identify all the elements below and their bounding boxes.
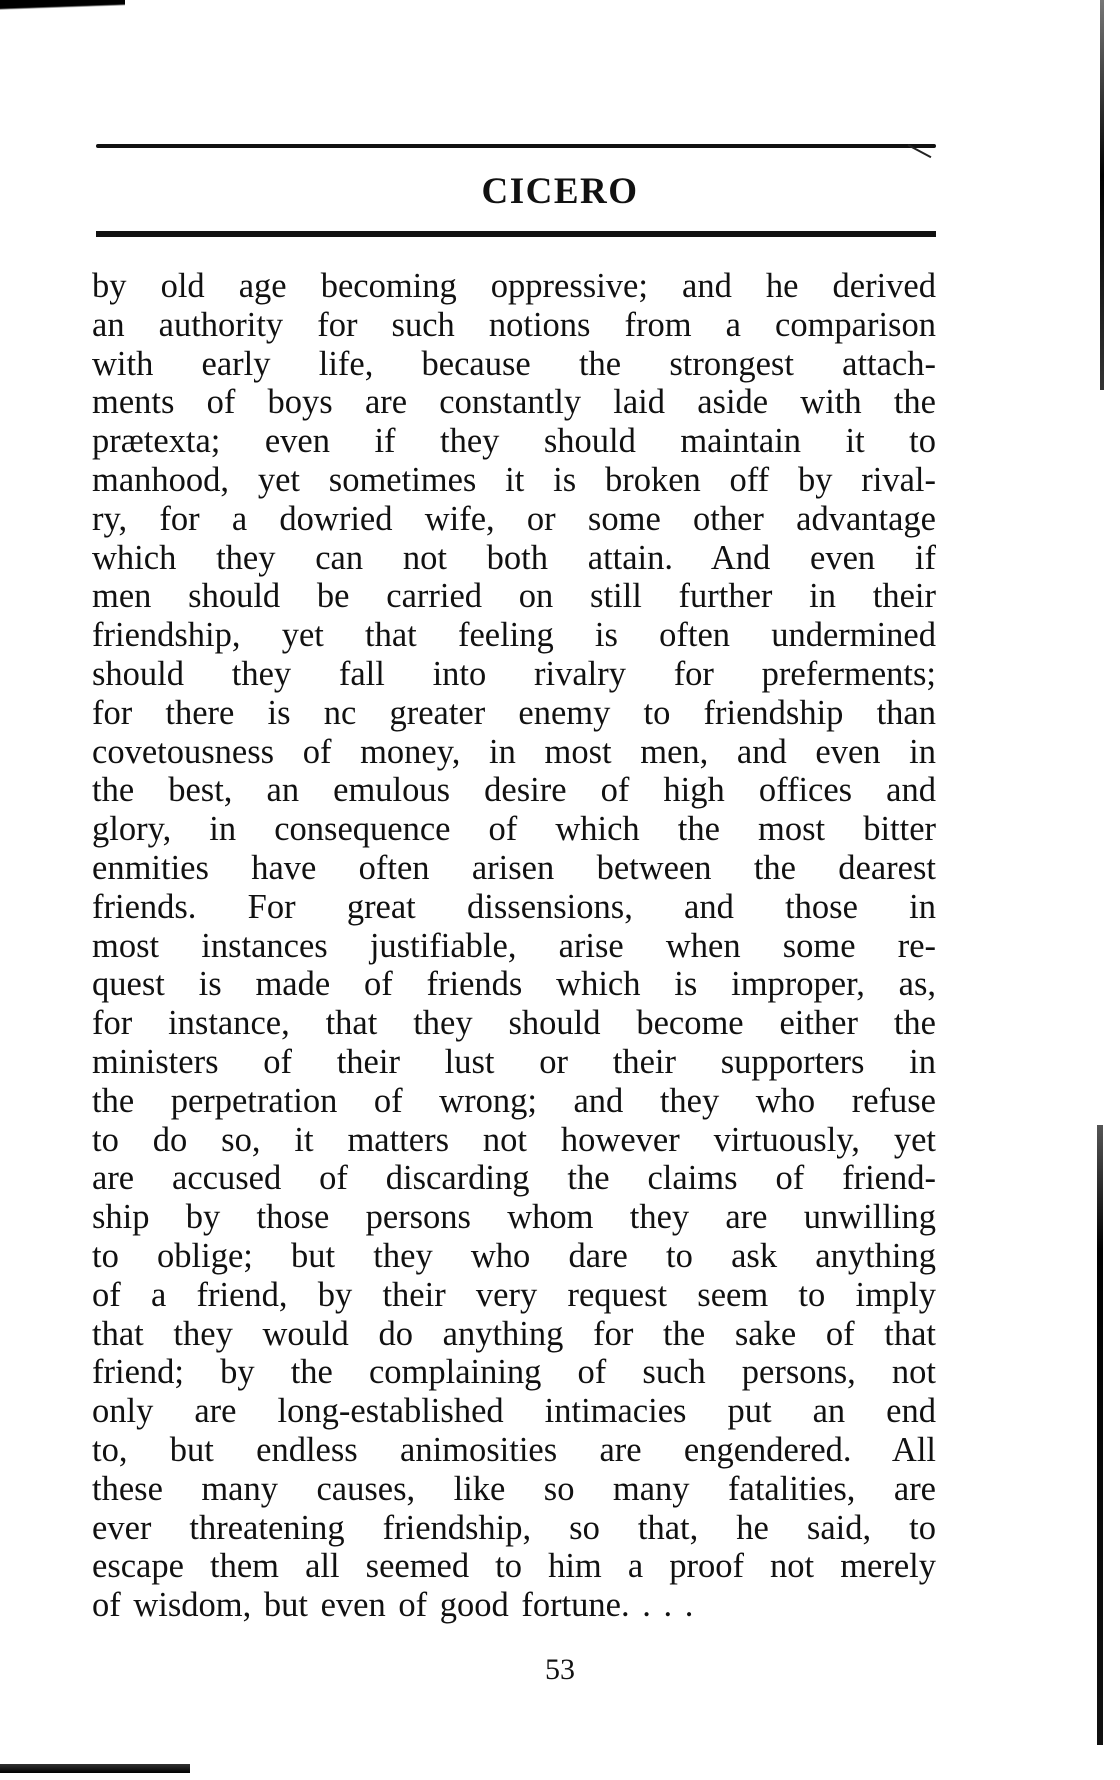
text-line: ministers of their lust or their supporters in: [92, 1042, 936, 1081]
text-line: to do so, it matters not however virtuously, yet: [92, 1120, 936, 1159]
text-line: manhood, yet sometimes it is broken off by rival-: [92, 460, 936, 499]
scan-edge-mark-top-left: [0, 0, 125, 14]
scan-edge-mark-bottom-left: [0, 1764, 190, 1773]
text-line: by old age becoming oppressive; and he derived: [92, 267, 936, 305]
text-line: an authority for such notions from a comparison: [92, 305, 936, 344]
text-line: ship by those persons whom they are unwilling: [92, 1198, 936, 1237]
text-line: friendship, yet that feeling is often undermined: [92, 616, 936, 655]
text-line: should they fall into rivalry for preferments;: [92, 654, 936, 693]
text-line: only are long-established intimacies put an end: [92, 1392, 936, 1431]
text-line: are accused of discarding the claims of friend-: [92, 1159, 936, 1198]
scan-edge-mark-right-bottom: [1097, 1125, 1103, 1745]
text-line-last: of wisdom, but even of good fortune. . . .: [92, 1586, 694, 1625]
text-line: most instances justifiable, arise when some re-: [92, 926, 936, 965]
text-line: the best, an emulous desire of high offices and: [92, 771, 936, 810]
text-line: prætexta; even if they should maintain it to: [92, 422, 936, 461]
body-text: [92, 267, 936, 1625]
text-line: friend; by the complaining of such persons, not: [92, 1353, 936, 1392]
header-rule-bottom: [96, 231, 936, 237]
text-line: ry, for a dowried wife, or some other advantage: [92, 499, 936, 538]
text-line: to oblige; but they who dare to ask anything: [92, 1236, 936, 1275]
text-line: for there is nc greater enemy to friendship than: [92, 693, 936, 732]
text-line: quest is made of friends which is improper, as,: [92, 965, 936, 1004]
text-line: men should be carried on still further in their: [92, 577, 936, 616]
text-line: of a friend, by their very request seem to imply: [92, 1275, 936, 1314]
page-number: 53: [545, 1653, 575, 1686]
text-line: these many causes, like so many fatalities, are: [92, 1469, 936, 1508]
running-head: CICERO: [481, 171, 639, 212]
text-line: to, but endless animosities are engendered. All: [92, 1430, 936, 1469]
text-line: ments of boys are constantly laid aside with the: [92, 383, 936, 422]
text-line: for instance, that they should become either the: [92, 1004, 936, 1043]
text-line: glory, in consequence of which the most bitter: [92, 810, 936, 849]
text-line: enmities have often arisen between the dearest: [92, 848, 936, 887]
text-line: ever threatening friendship, so that, he said, to: [92, 1508, 936, 1547]
text-line: which they can not both attain. And even if: [92, 538, 936, 577]
text-line: the perpetration of wrong; and they who refuse: [92, 1081, 936, 1120]
text-line: with early life, because the strongest attach-: [92, 344, 936, 383]
text-line: escape them all seemed to him a proof not merely: [92, 1547, 936, 1586]
text-line: covetousness of money, in most men, and even in: [92, 732, 936, 771]
header-rule-top: [96, 144, 936, 148]
text-line: friends. For great dissensions, and those in: [92, 887, 936, 926]
text-line: that they would do anything for the sake of that: [92, 1314, 936, 1353]
